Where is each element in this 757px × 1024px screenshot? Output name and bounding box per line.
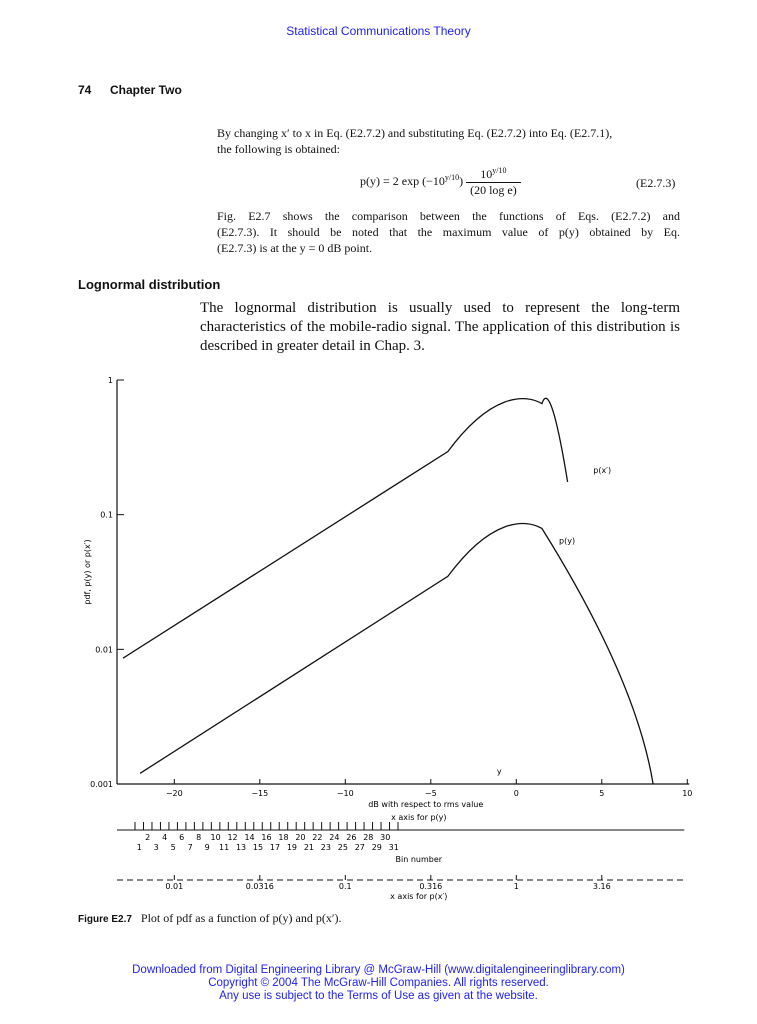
equation-denominator: (20 log e)	[470, 183, 517, 197]
equation-fraction	[466, 166, 521, 198]
x-tick-label: −15	[251, 789, 269, 798]
x-axis-title: dB with respect to rms value	[368, 800, 484, 809]
intro-line-1: By changing x′ to x in Eq. (E2.7.2) and substituting Eq. (E2.7.2) into Eq. (E2.7.1),	[217, 126, 613, 140]
bin-number-odd: 1	[136, 843, 142, 852]
y-tick-label: 0.01	[95, 645, 113, 655]
bin-number-odd: 7	[187, 843, 193, 852]
equation-lhs-close: )	[459, 173, 464, 188]
bin-number-odd: 5	[170, 843, 176, 852]
bin-number-odd: 25	[337, 843, 348, 852]
x-tick-label: 0	[513, 789, 519, 798]
equation-e2-7-3	[360, 166, 521, 198]
footer-line-2: Copyright © 2004 The McGraw-Hill Companies. All rights reserved.	[208, 977, 549, 989]
footer-line-3: Any use is subject to the Terms of Use as given at the website.	[219, 990, 538, 1002]
bin-number-even: 22	[312, 833, 323, 842]
plot-area	[83, 376, 692, 901]
intro-paragraph	[217, 125, 680, 157]
intro-line-2: the following is obtained:	[217, 142, 340, 156]
bin-number-odd: 27	[354, 843, 365, 852]
x-tick-label: −20	[165, 789, 183, 798]
p-x-prime-tick-label: 3.16	[592, 882, 611, 891]
bin-number-even: 24	[329, 833, 340, 842]
p-x-prime-tick-label: 0.01	[165, 882, 184, 891]
y-tick-label: 1	[107, 376, 113, 385]
bin-number-even: 2	[145, 833, 151, 842]
x-tick-label: −5	[424, 789, 437, 798]
equation-lhs-exponent: y/10	[444, 172, 460, 182]
figure-note-line-3: (E2.7.3) is at the y = 0 dB point.	[217, 241, 373, 255]
p-x-prime-tick-label: 0.1	[338, 882, 352, 891]
bin-number-odd: 17	[269, 843, 281, 852]
bin-number-odd: 29	[371, 843, 382, 852]
bin-number-even: 26	[346, 833, 357, 842]
chapter-title: Chapter Two	[110, 83, 182, 97]
bin-number-odd: 23	[320, 843, 331, 852]
bin-number-odd: 31	[388, 843, 399, 852]
bin-number-odd: 9	[204, 843, 210, 852]
x-tick-label: 10	[682, 789, 693, 798]
p-x-prime-tick-label: 0.316	[419, 882, 443, 891]
equation-numerator: 10	[480, 167, 493, 181]
bin-number-even: 28	[363, 833, 374, 842]
running-header: Statistical Communications Theory	[286, 24, 471, 38]
bin-number-odd: 19	[286, 843, 298, 852]
bin-number-even: 6	[179, 833, 185, 842]
bin-number-odd: 11	[218, 843, 230, 852]
bin-number-even: 16	[261, 833, 272, 842]
bin-number-even: 4	[162, 833, 168, 842]
p-x-prime-axis-label: x axis for p(x′)	[390, 892, 448, 901]
bin-number-even: 10	[210, 833, 221, 842]
figure-note-line-1: Fig. E2.7 shows the comparison between the functions of Eqs. (E2.7.2) and	[217, 209, 680, 223]
bin-number-even: 18	[278, 833, 289, 842]
x-tick-label: −10	[336, 789, 354, 798]
y-tick-label: 0.001	[90, 780, 113, 789]
curve-label-p-y: p(y)	[559, 536, 576, 546]
bin-number-even: 30	[380, 833, 391, 842]
figure-caption-label: Figure E2.7	[78, 914, 132, 925]
page-number: 74	[78, 83, 92, 97]
equation-lhs: p(y) = 2 exp (−10	[360, 173, 445, 188]
bin-number-even: 14	[244, 833, 255, 842]
x-tick-label: 5	[599, 789, 605, 798]
figure-note-line-2: (E2.7.3). It should be noted that the maximum value of p(y) obtained by Eq.	[217, 225, 680, 239]
bin-number-odd: 3	[153, 843, 159, 852]
y-axis-title: pdf, p(y) or p(x′)	[83, 539, 92, 605]
p-x-prime-tick-label: 1	[513, 882, 519, 891]
equation-numerator-exponent: y/10	[492, 166, 507, 175]
y-marker-label: y	[496, 767, 502, 776]
p-y-axis-label: x axis for p(y)	[391, 813, 447, 822]
figure-caption	[78, 911, 341, 926]
pdf-figure	[0, 360, 757, 910]
bin-number-even: 8	[196, 833, 202, 842]
y-tick-label: 0.1	[100, 510, 113, 520]
figure-caption-text: Plot of pdf as a function of p(y) and p(x′).	[140, 911, 342, 925]
bin-number-even: 12	[227, 833, 238, 842]
bin-number-odd: 21	[303, 843, 315, 852]
curve-p-y	[140, 523, 653, 784]
p-x-prime-tick-label: 0.0316	[245, 882, 274, 891]
bin-number-odd: 15	[252, 843, 264, 852]
curve-label-p-x-prime: p(x′)	[593, 466, 612, 476]
footer-line-1: Downloaded from Digital Engineering Library @ McGraw-Hill (www.digitalengineeringlibrary.com)	[132, 964, 625, 976]
figure-note-paragraph	[217, 208, 680, 256]
bin-number-label: Bin number	[395, 855, 443, 864]
section-heading: Lognormal distribution	[78, 277, 221, 292]
equation-number: (E2.7.3)	[636, 176, 676, 190]
section-body: The lognormal distribution is usually used to represent the long-term characteristics of the mobile-radio signal. The application of this distribution is described in greater detail in Chap. 3.	[200, 300, 680, 354]
footer	[0, 964, 757, 1003]
bin-number-odd: 13	[235, 843, 247, 852]
bin-number-even: 20	[295, 833, 306, 842]
